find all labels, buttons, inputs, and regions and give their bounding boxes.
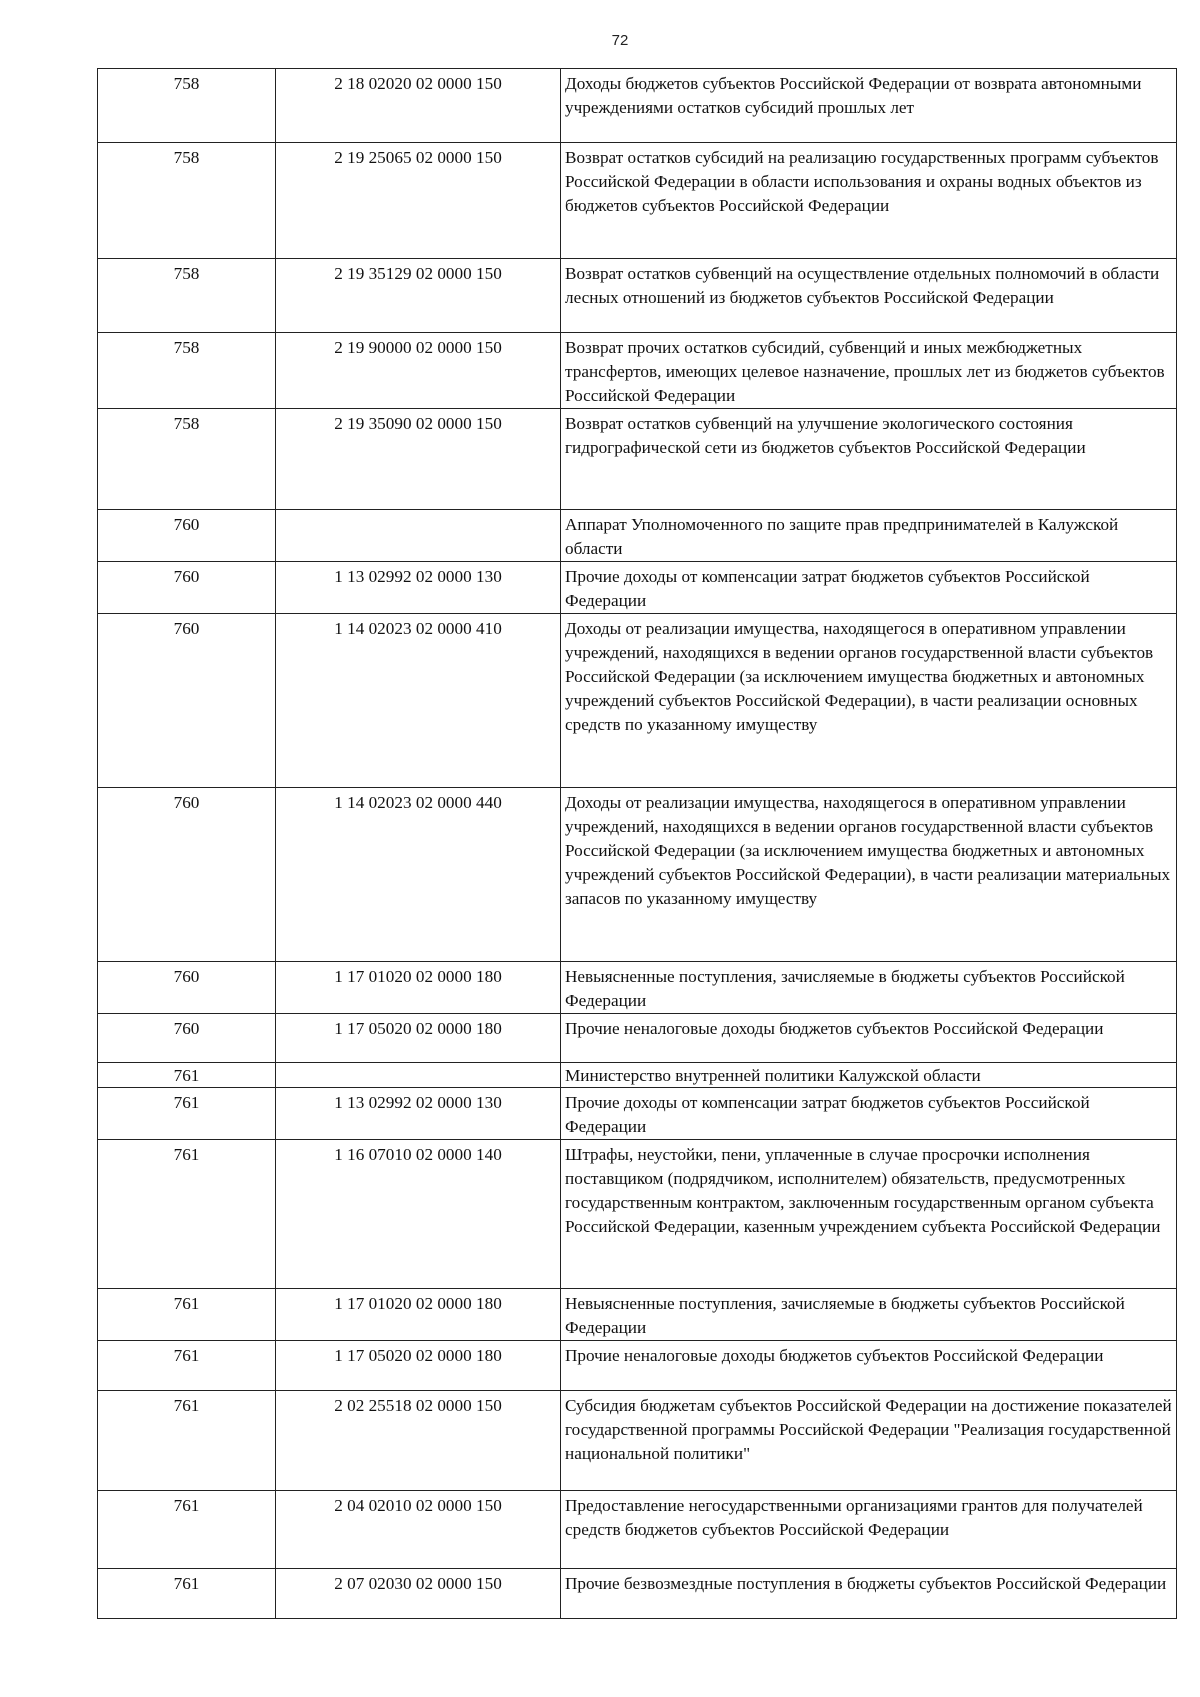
revenue-code-cell: 2 07 02030 02 0000 150 <box>276 1569 561 1619</box>
table-row <box>98 1063 1177 1088</box>
revenue-code-cell: 1 17 05020 02 0000 180 <box>276 1341 561 1391</box>
revenue-name-cell: Субсидия бюджетам субъектов Российской Федерации на достижение показателей государственной программы Российской Федерации "Реализация государственной национальной политики" <box>561 1391 1177 1491</box>
revenue-name-cell: Невыясненные поступления, зачисляемые в бюджеты субъектов Российской Федерации <box>561 962 1177 1014</box>
revenue-code-cell: 1 14 02023 02 0000 410 <box>276 614 561 788</box>
revenue-code-cell: 1 16 07010 02 0000 140 <box>276 1140 561 1289</box>
admin-code-cell: 760 <box>98 788 276 962</box>
revenue-code-cell: 1 14 02023 02 0000 440 <box>276 788 561 962</box>
revenue-code-cell: 1 17 05020 02 0000 180 <box>276 1014 561 1063</box>
revenue-code-cell <box>276 1063 561 1088</box>
table-row <box>98 1341 1177 1391</box>
revenue-name-cell: Возврат остатков субвенций на улучшение экологического состояния гидрографической сети из бюджетов субъектов Российской Федерации <box>561 409 1177 510</box>
revenue-name-cell: Доходы от реализации имущества, находящегося в оперативном управлении учреждений, находящихся в ведении органов государственной власти субъектов Российской Федерации (за исключением имущества бюджетных и автономных учреждений субъектов Российской Федерации), в части реализации материальных запасов по указанному имуществу <box>561 788 1177 962</box>
table-row <box>98 69 1177 143</box>
revenue-code-cell: 2 04 02010 02 0000 150 <box>276 1491 561 1569</box>
table-row <box>98 1391 1177 1491</box>
revenue-name-cell: Возврат остатков субвенций на осуществление отдельных полномочий в области лесных отношений из бюджетов субъектов Российской Федерации <box>561 259 1177 333</box>
admin-code-cell: 758 <box>98 333 276 409</box>
revenue-code-cell: 2 18 02020 02 0000 150 <box>276 69 561 143</box>
admin-code-cell: 761 <box>98 1391 276 1491</box>
revenue-code-cell: 1 17 01020 02 0000 180 <box>276 1289 561 1341</box>
table-row <box>98 562 1177 614</box>
revenue-name-cell: Штрафы, неустойки, пени, уплаченные в случае просрочки исполнения поставщиком (подрядчиком, исполнителем) обязательств, предусмотренных государственным контрактом, заключенным государственным органом субъекта Российской Федерации, казенным учреждением субъекта Российской Федерации <box>561 1140 1177 1289</box>
admin-code-cell: 760 <box>98 562 276 614</box>
revenue-code-cell: 1 13 02992 02 0000 130 <box>276 1088 561 1140</box>
admin-code-cell: 760 <box>98 614 276 788</box>
revenue-name-cell: Прочие неналоговые доходы бюджетов субъектов Российской Федерации <box>561 1341 1177 1391</box>
revenue-name-cell: Прочие безвозмездные поступления в бюджеты субъектов Российской Федерации <box>561 1569 1177 1619</box>
admin-code-cell: 761 <box>98 1063 276 1088</box>
revenue-name-cell: Прочие доходы от компенсации затрат бюджетов субъектов Российской Федерации <box>561 562 1177 614</box>
table-row <box>98 143 1177 259</box>
admin-code-cell: 758 <box>98 259 276 333</box>
revenue-code-cell: 2 19 35129 02 0000 150 <box>276 259 561 333</box>
admin-code-cell: 761 <box>98 1569 276 1619</box>
table-row <box>98 788 1177 962</box>
revenue-code-cell: 1 17 01020 02 0000 180 <box>276 962 561 1014</box>
table-row <box>98 1491 1177 1569</box>
revenue-name-cell: Возврат остатков субсидий на реализацию государственных программ субъектов Российской Федерации в области использования и охраны водных объектов из бюджетов субъектов Российской Федерации <box>561 143 1177 259</box>
table-row <box>98 1289 1177 1341</box>
table-row <box>98 1088 1177 1140</box>
revenue-name-cell: Невыясненные поступления, зачисляемые в бюджеты субъектов Российской Федерации <box>561 1289 1177 1341</box>
revenue-name-cell: Доходы от реализации имущества, находящегося в оперативном управлении учреждений, находящихся в ведении органов государственной власти субъектов Российской Федерации (за исключением имущества бюджетных и автономных учреждений субъектов Российской Федерации), в части реализации основных средств по указанному имуществу <box>561 614 1177 788</box>
admin-code-cell: 761 <box>98 1140 276 1289</box>
admin-code-cell: 758 <box>98 69 276 143</box>
revenue-code-cell: 1 13 02992 02 0000 130 <box>276 562 561 614</box>
revenue-code-cell <box>276 510 561 562</box>
revenue-name-cell: Предоставление негосударственными организациями грантов для получателей средств бюджетов субъектов Российской Федерации <box>561 1491 1177 1569</box>
revenue-name-cell: Доходы бюджетов субъектов Российской Федерации от возврата автономными учреждениями остатков субсидий прошлых лет <box>561 69 1177 143</box>
admin-code-cell: 761 <box>98 1341 276 1391</box>
table-row <box>98 614 1177 788</box>
revenue-name-cell: Министерство внутренней политики Калужской области <box>561 1063 1177 1088</box>
table-row <box>98 333 1177 409</box>
table-row <box>98 409 1177 510</box>
admin-code-cell: 761 <box>98 1088 276 1140</box>
admin-code-cell: 761 <box>98 1289 276 1341</box>
admin-code-cell: 760 <box>98 962 276 1014</box>
revenue-code-cell: 2 02 25518 02 0000 150 <box>276 1391 561 1491</box>
revenue-name-cell: Возврат прочих остатков субсидий, субвенций и иных межбюджетных трансфертов, имеющих целевое назначение, прошлых лет из бюджетов субъектов Российской Федерации <box>561 333 1177 409</box>
admin-code-cell: 758 <box>98 143 276 259</box>
admin-code-cell: 761 <box>98 1491 276 1569</box>
admin-code-cell: 760 <box>98 1014 276 1063</box>
revenue-code-cell: 2 19 35090 02 0000 150 <box>276 409 561 510</box>
page-number: 72 <box>611 32 629 49</box>
table-row <box>98 1569 1177 1619</box>
table-row <box>98 510 1177 562</box>
revenue-classification-table <box>97 68 1177 1619</box>
admin-code-cell: 758 <box>98 409 276 510</box>
revenue-name-cell: Аппарат Уполномоченного по защите прав предпринимателей в Калужской области <box>561 510 1177 562</box>
revenue-code-cell: 2 19 25065 02 0000 150 <box>276 143 561 259</box>
table-row <box>98 1140 1177 1289</box>
table-row <box>98 259 1177 333</box>
revenue-name-cell: Прочие доходы от компенсации затрат бюджетов субъектов Российской Федерации <box>561 1088 1177 1140</box>
admin-code-cell: 760 <box>98 510 276 562</box>
table-row <box>98 962 1177 1014</box>
revenue-name-cell: Прочие неналоговые доходы бюджетов субъектов Российской Федерации <box>561 1014 1177 1063</box>
revenue-code-cell: 2 19 90000 02 0000 150 <box>276 333 561 409</box>
table-row <box>98 1014 1177 1063</box>
